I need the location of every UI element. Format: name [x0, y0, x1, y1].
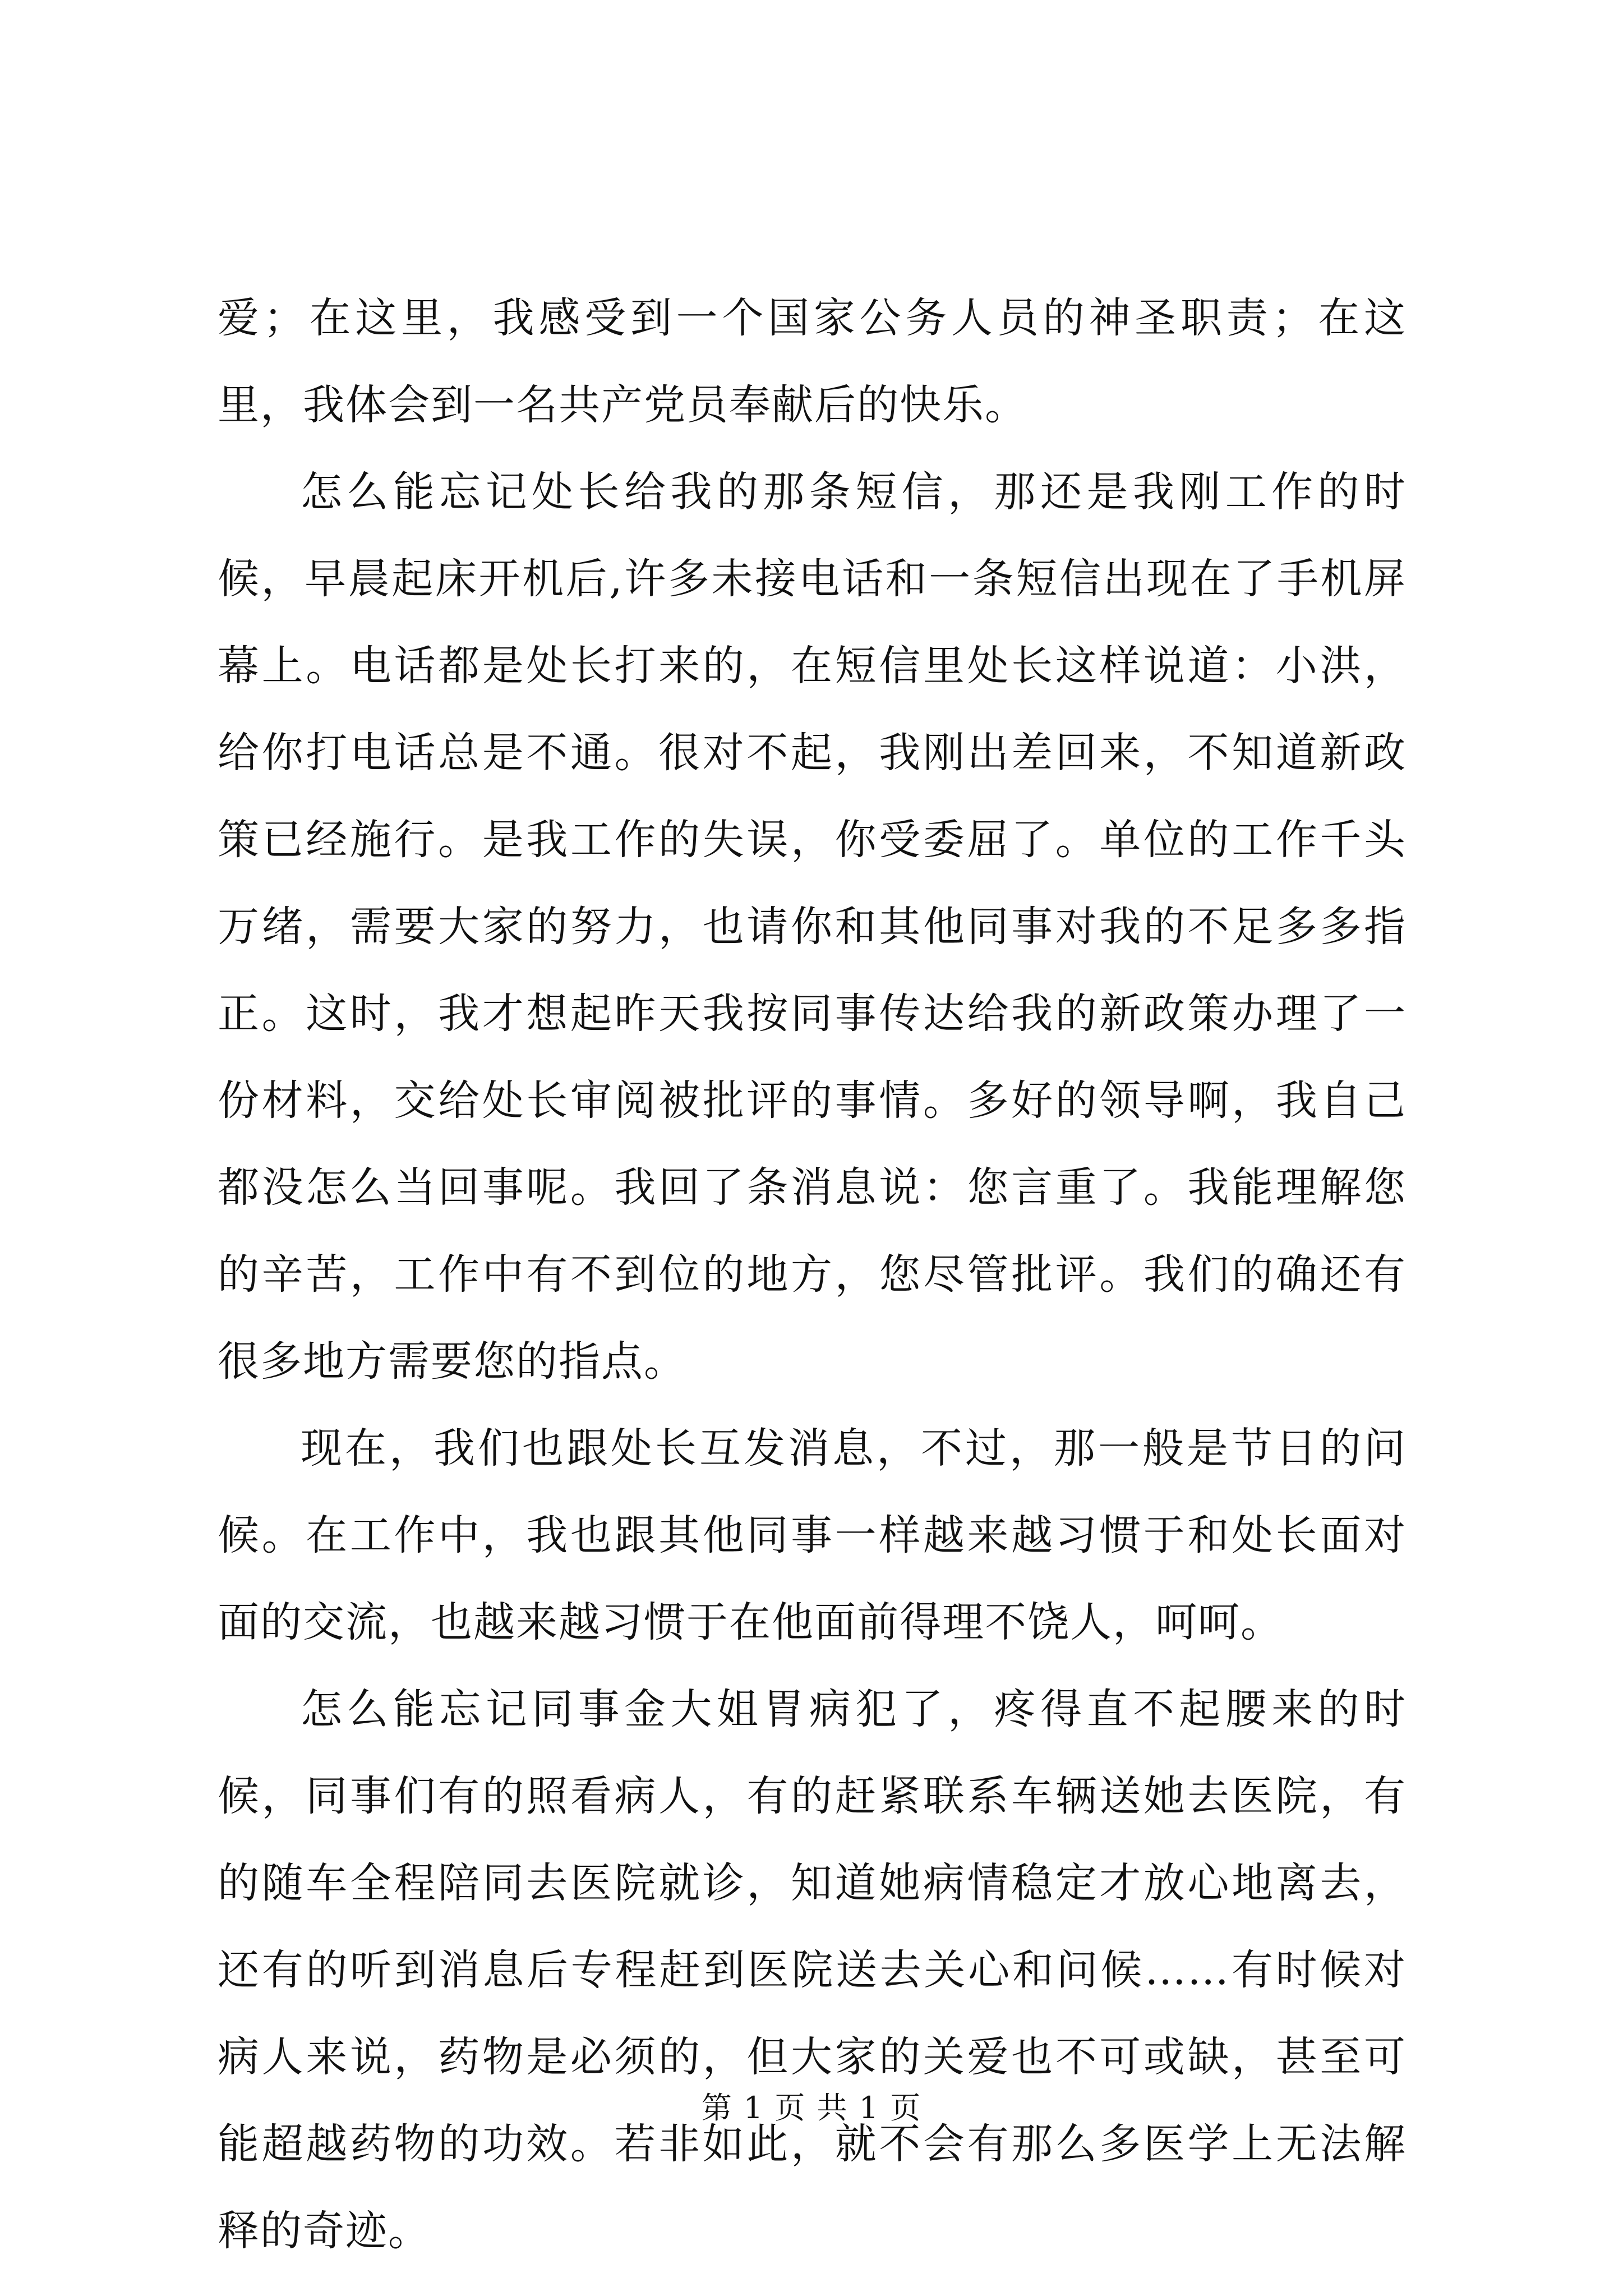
paragraph-1: 爱；在这里，我感受到一个国家公务人员的神圣职责；在这里，我体会到一名共产党员奉献后的快乐。 — [218, 294, 1407, 429]
paragraph-4: 怎么能忘记同事金大姐胃病犯了，疼得直不起腰来的时候，同事们有的照看病人，有的赶紧联系车辆送她去医院，有的随车全程陪同去医院就诊，知道她病情稳定才放心地离去，还有的听到消息后专程赶到医院送去关心和问候……有时候对病人来说，药物是必须的，但大家的关爱也不可或缺，甚至可能超越药物的功效。若非如此，就不会有那么多医学上无法解释的奇迹。 — [218, 1685, 1407, 2255]
page-number-footer: 第 1 页 共 1 页 — [701, 2090, 922, 2125]
paragraph-2: 怎么能忘记处长给我的那条短信，那还是我刚工作的时候，早晨起床开机后,许多未接电话和一条短信出现在了手机屏幕上。电话都是处长打来的，在短信里处长这样说道：小洪，给你打电话总是不通。很对不起，我刚出差回来，不知道新政策已经施行。是我工作的失误，你受委屈了。单位的工作千头万绪，需要大家的努力，也请你和其他同事对我的不足多多指正。这时，我才想起昨天我按同事传达给我的新政策办理了一份材料，交给处长审阅被批评的事情。多好的领导啊，我自己都没怎么当回事呢。我回了条消息说：您言重了。我能理解您的辛苦，工作中有不到位的地方，您尽管批评。我们的确还有很多地方需要您的指点。 — [218, 468, 1407, 1386]
paragraph-3: 现在，我们也跟处长互发消息，不过，那一般是节日的问候。在工作中，我也跟其他同事一样越来越习惯于和处长面对面的交流，也越来越习惯于在他面前得理不饶人，呵呵。 — [218, 1424, 1407, 1646]
document-body — [218, 275, 1407, 2275]
